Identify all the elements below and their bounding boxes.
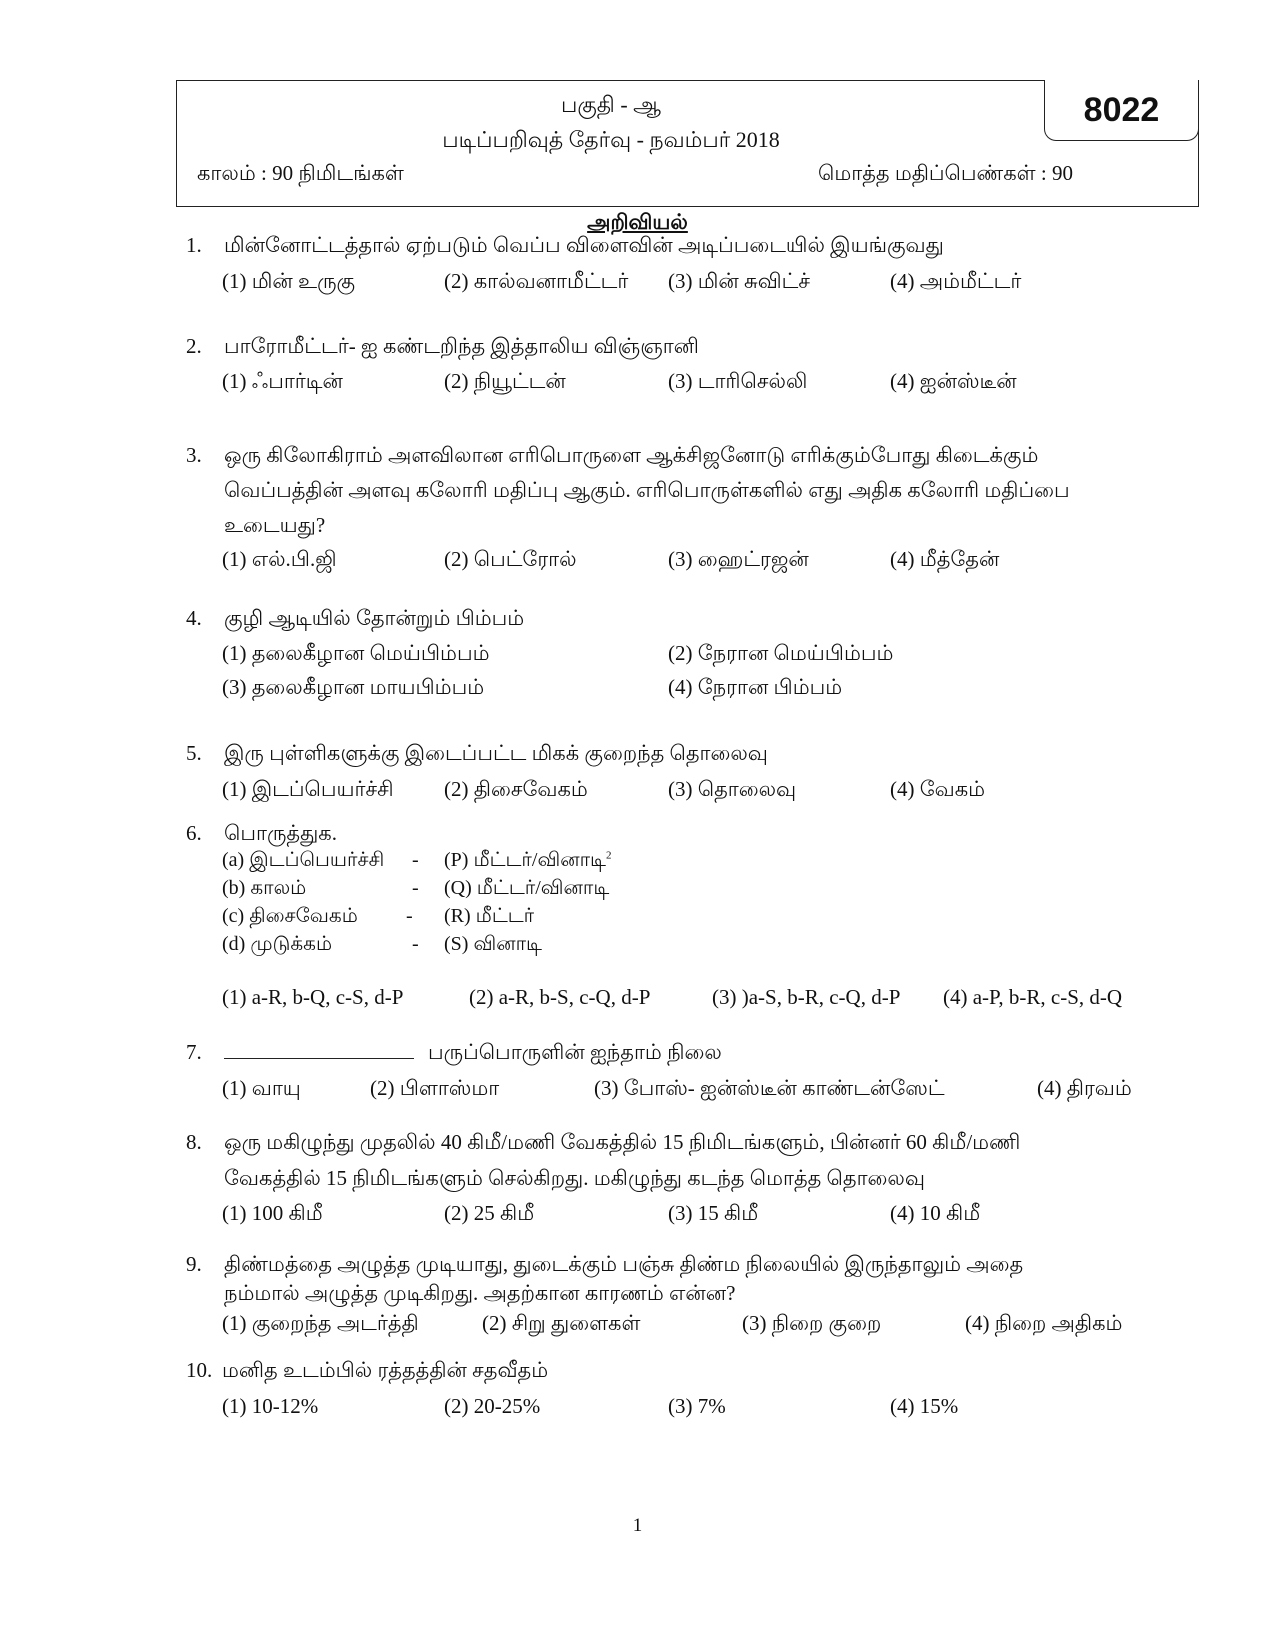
match-right-s: (S) வினாடி bbox=[444, 933, 542, 955]
question-text-line-3: உடையது? bbox=[224, 513, 326, 537]
option-3: (3) 7% bbox=[668, 1394, 726, 1418]
question-text: மனித உடம்பில் ரத்தத்தின் சதவீதம் bbox=[222, 1358, 549, 1382]
option-4: (4) a-P, b-R, c-S, d-Q bbox=[943, 985, 1123, 1009]
exam-duration: காலம் : 90 நிமிடங்கள் bbox=[197, 161, 404, 185]
question-3 bbox=[186, 443, 1038, 470]
option-1: (1) 100 கிமீ bbox=[222, 1201, 323, 1225]
question-text: மின்னோட்டத்தால் ஏற்படும் வெப்ப விளைவின் அடிப்படையில் இயங்குவது bbox=[224, 233, 944, 257]
option-1: (1) 10-12% bbox=[222, 1394, 319, 1418]
match-right-r: (R) மீட்டர் bbox=[444, 905, 535, 927]
question-text-line-2: நம்மால் அழுத்த முடிகிறது. அதற்கான காரணம் என்ன? bbox=[224, 1281, 736, 1305]
question-9 bbox=[186, 1252, 1023, 1279]
question-number: 3. bbox=[186, 443, 202, 467]
question-text: இரு புள்ளிகளுக்கு இடைப்பட்ட மிகக் குறைந்த தொலைவு bbox=[224, 741, 768, 765]
total-marks: மொத்த மதிப்பெண்கள் : 90 bbox=[818, 161, 1073, 185]
option-4: (4) அம்மீட்டர் bbox=[890, 269, 1022, 293]
match-left-a: (a) இடப்பெயர்ச்சி bbox=[222, 849, 385, 871]
option-2: (2) a-R, b-S, c-Q, d-P bbox=[469, 985, 651, 1009]
option-2: (2) பிளாஸ்மா bbox=[370, 1076, 500, 1100]
question-text-line-2: வெப்பத்தின் அளவு கலோரி மதிப்பு ஆகும். எரிபொருள்களில் எது அதிக கலோரி மதிப்பை bbox=[224, 478, 1070, 502]
question-8 bbox=[186, 1130, 1020, 1157]
question-7 bbox=[186, 1040, 722, 1067]
option-3: (3) 15 கிமீ bbox=[668, 1201, 759, 1225]
match-dash: - bbox=[412, 933, 419, 955]
option-3: (3) டாரிசெல்லி bbox=[668, 369, 808, 393]
question-text: பொருத்துக. bbox=[224, 821, 337, 845]
question-2 bbox=[186, 334, 699, 361]
option-4: (4) 10 கிமீ bbox=[890, 1201, 981, 1225]
question-text: பாரோமீட்டர்- ஐ கண்டறிந்த இத்தாலிய விஞ்ஞானி bbox=[224, 334, 699, 358]
part-title: பகுதி - ஆ bbox=[561, 92, 661, 117]
option-1: (1) a-R, b-Q, c-S, d-P bbox=[222, 985, 404, 1009]
option-3: (3) தொலைவு bbox=[668, 777, 797, 801]
option-4: (4) வேகம் bbox=[890, 777, 986, 801]
option-4: (4) 15% bbox=[890, 1394, 959, 1418]
option-2: (2) கால்வனாமீட்டர் bbox=[444, 269, 629, 293]
question-1 bbox=[186, 233, 944, 260]
option-3: (3) தலைகீழான மாயபிம்பம் bbox=[222, 675, 485, 699]
question-text-line-1: ஒரு மகிழுந்து முதலில் 40 கிமீ/மணி வேகத்தில் 15 நிமிடங்களும், பின்னர் 60 கிமீ/மணி bbox=[224, 1130, 1021, 1154]
question-text-line-1: ஒரு கிலோகிராம் அளவிலான எரிபொருளை ஆக்சிஜனோடு எரிக்கும்போது கிடைக்கும் bbox=[224, 443, 1039, 467]
option-1: (1) மின் உருகு bbox=[222, 269, 356, 293]
option-3: (3) நிறை குறை bbox=[742, 1311, 882, 1335]
option-1: (1) ஃபார்டின் bbox=[222, 369, 343, 393]
option-3: (3) மின் சுவிட்ச் bbox=[668, 269, 810, 293]
question-number: 9. bbox=[186, 1252, 202, 1276]
question-6 bbox=[186, 821, 337, 848]
option-1: (1) குறைந்த அடர்த்தி bbox=[222, 1311, 419, 1335]
question-text-line-1: திண்மத்தை அழுத்த முடியாது, துடைக்கும் பஞ்சு திண்ம நிலையில் இருந்தாலும் அதை bbox=[224, 1252, 1024, 1276]
question-4 bbox=[186, 606, 524, 633]
option-4: (4) திரவம் bbox=[1037, 1076, 1132, 1100]
answer-blank bbox=[224, 1042, 414, 1059]
question-number: 5. bbox=[186, 741, 202, 765]
question-number: 8. bbox=[186, 1130, 202, 1154]
option-2: (2) சிறு துளைகள் bbox=[482, 1311, 641, 1335]
option-1: (1) வாயு bbox=[222, 1076, 301, 1100]
match-right-p: (P) மீட்டர்/வினாடி$^2$ bbox=[444, 849, 612, 871]
option-1: (1) தலைகீழான மெய்பிம்பம் bbox=[222, 641, 490, 665]
question-number: 7. bbox=[186, 1040, 202, 1064]
option-2: (2) நியூட்டன் bbox=[444, 369, 566, 393]
option-4: (4) ஐன்ஸ்டீன் bbox=[890, 369, 1017, 393]
option-2: (2) திசைவேகம் bbox=[444, 777, 588, 801]
option-2: (2) பெட்ரோல் bbox=[444, 547, 577, 571]
superscript: 2 bbox=[605, 849, 612, 862]
question-text: குழி ஆடியில் தோன்றும் பிம்பம் bbox=[224, 606, 525, 630]
option-2: (2) நேரான மெய்பிம்பம் bbox=[668, 641, 894, 665]
question-5 bbox=[186, 741, 768, 768]
option-2: (2) 25 கிமீ bbox=[444, 1201, 535, 1225]
option-3: (3) )a-S, b-R, c-Q, d-P bbox=[712, 985, 901, 1009]
match-left-d: (d) முடுக்கம் bbox=[222, 933, 333, 955]
match-left-c: (c) திசைவேகம் bbox=[222, 905, 358, 927]
option-4: (4) மீத்தேன் bbox=[890, 547, 1000, 571]
question-number: 6. bbox=[186, 821, 202, 845]
option-3: (3) ஹைட்ரஜன் bbox=[668, 547, 809, 571]
question-text-line-2: வேகத்தில் 15 நிமிடங்களும் செல்கிறது. மகிழுந்து கடந்த மொத்த தொலைவு bbox=[224, 1166, 925, 1190]
option-1: (1) இடப்பெயர்ச்சி bbox=[222, 777, 394, 801]
match-dash: - bbox=[406, 905, 413, 927]
question-number: 10. bbox=[186, 1358, 213, 1382]
option-2: (2) 20-25% bbox=[444, 1394, 541, 1418]
question-text: பருப்பொருளின் ஐந்தாம் நிலை bbox=[428, 1040, 722, 1064]
question-number: 4. bbox=[186, 606, 202, 630]
paper-code: 8022 bbox=[1044, 80, 1199, 141]
option-1: (1) எல்.பி.ஜி bbox=[222, 547, 337, 571]
page-number: 1 bbox=[632, 1515, 643, 1536]
option-4: (4) நேரான பிம்பம் bbox=[668, 675, 843, 699]
match-right-q: (Q) மீட்டர்/வினாடி bbox=[444, 877, 610, 899]
match-dash: - bbox=[412, 877, 419, 899]
question-number: 2. bbox=[186, 334, 202, 358]
exam-title: படிப்பறிவுத் தேர்வு - நவம்பர் 2018 bbox=[442, 127, 780, 152]
subject-title: அறிவியல் bbox=[587, 210, 688, 234]
option-3: (3) போஸ்- ஐன்ஸ்டீன் காண்டன்ஸேட் bbox=[594, 1076, 945, 1100]
match-left-b: (b) காலம் bbox=[222, 877, 307, 899]
question-number: 1. bbox=[186, 233, 202, 257]
question-10 bbox=[186, 1358, 548, 1385]
option-4: (4) நிறை அதிகம் bbox=[965, 1311, 1123, 1335]
match-dash: - bbox=[412, 849, 419, 871]
